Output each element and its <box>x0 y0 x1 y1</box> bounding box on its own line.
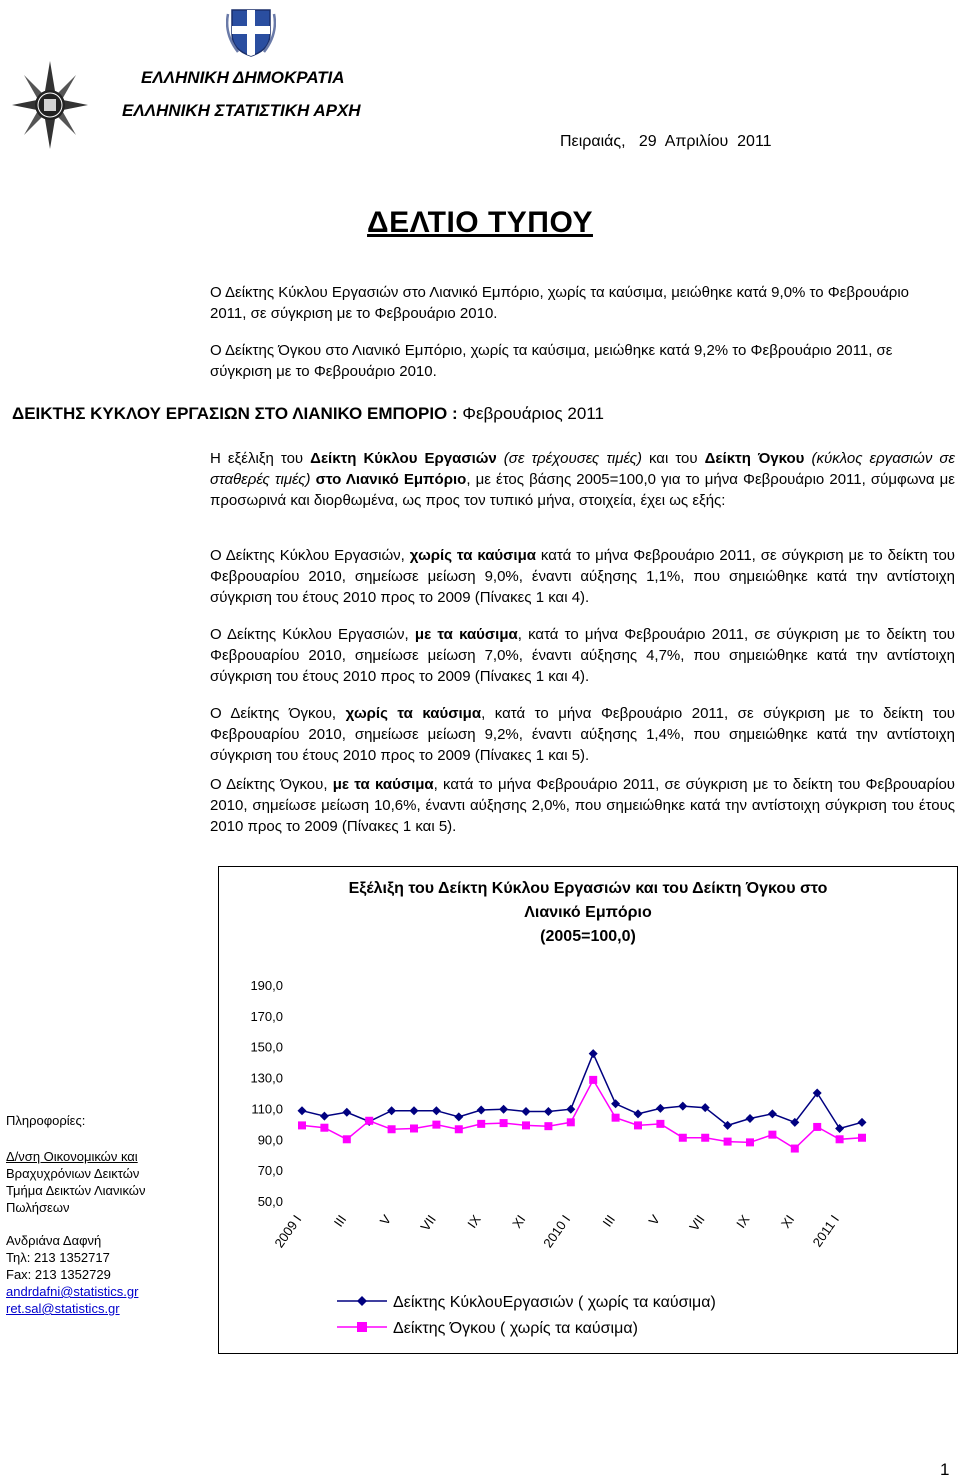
data-point-diamond <box>387 1106 396 1115</box>
data-point-square <box>724 1138 732 1146</box>
x-tick-label: IX <box>733 1212 753 1231</box>
x-tick-label: VII <box>417 1212 439 1234</box>
y-tick-label: 130,0 <box>250 1070 283 1086</box>
data-point-square <box>477 1120 485 1128</box>
y-tick-label: 170,0 <box>250 1008 283 1024</box>
data-point-diamond <box>589 1049 598 1058</box>
x-tick-label: 2009 I <box>271 1212 305 1251</box>
text-run: Ο Δείκτης Κύκλου Εργασιών, <box>210 626 415 643</box>
data-point-square <box>634 1121 642 1129</box>
x-tick-label: V <box>645 1212 663 1228</box>
data-point-diamond <box>342 1108 351 1117</box>
data-point-diamond <box>499 1105 508 1114</box>
press-date: Πειραιάς, 29 Απριλίου 2011 <box>560 133 772 150</box>
contact-sidebar <box>6 1112 174 1317</box>
data-point-square <box>388 1125 396 1133</box>
x-tick-label: VII <box>686 1212 708 1234</box>
department-line: Πωλήσεων <box>6 1200 70 1215</box>
text-run: Η εξέλιξη του <box>210 450 311 467</box>
x-tick-label: 2010 I <box>540 1212 574 1251</box>
section-heading-main: ΔΕΙΚΤΗΣ ΚΥΚΛΟΥ ΕΡΓΑΣΙΩΝ ΣΤΟ ΛΙΑΝΙΚΟ ΕΜΠΟΡΙΟ : <box>12 404 458 423</box>
data-point-diamond <box>858 1118 867 1127</box>
elstat-seal-icon <box>10 60 90 150</box>
text-run-bold: με τα καύσιμα <box>414 626 518 643</box>
data-point-diamond <box>544 1107 553 1116</box>
data-point-diamond <box>477 1105 486 1114</box>
text-run: και του <box>641 450 705 467</box>
y-tick-label: 110,0 <box>251 1101 283 1117</box>
text-run: Ο Δείκτης Κύκλου Εργασιών, <box>210 547 410 564</box>
data-point-diamond <box>522 1107 531 1116</box>
section-paragraph-5 <box>210 774 955 837</box>
data-point-square <box>522 1121 530 1129</box>
data-point-square <box>836 1135 844 1143</box>
data-point-square <box>365 1117 373 1125</box>
legend-label: Δείκτης ΚύκλουΕργασιών ( χωρίς τα καύσιμα) <box>393 1294 716 1311</box>
greek-emblem-icon <box>226 4 276 58</box>
y-tick-label: 90,0 <box>257 1132 283 1148</box>
data-point-square <box>679 1134 687 1142</box>
data-point-square <box>791 1145 799 1153</box>
email-link-2[interactable]: ret.sal@statistics.gr <box>6 1301 120 1316</box>
data-point-diamond <box>835 1124 844 1133</box>
data-point-diamond <box>432 1106 441 1115</box>
department-line: Τμήμα Δεικτών Λιανικών <box>6 1183 146 1198</box>
line-chart <box>219 867 957 1353</box>
contact-fax: Fax: 213 1352729 <box>6 1267 111 1282</box>
y-tick-label: 150,0 <box>250 1039 283 1055</box>
data-point-diamond <box>320 1112 329 1121</box>
x-tick-label: XI <box>509 1212 529 1231</box>
data-point-square <box>298 1121 306 1129</box>
chart-title-line: Εξέλιξη του Δείκτη Κύκλου Εργασιών και του Δείκτη Όγκου στο <box>348 880 828 897</box>
press-release-title: ΔΕΛΤΙΟ ΤΥΠΟΥ <box>367 206 593 239</box>
text-run: , με έτος βάσης 2005=100,0 για το μήνα Φεβρουάριο 2011, σύμφωνα με προσωρινά και διορθωμένα, ως προς τον τυπικό μήνα, στοιχεία, έχει ως εξής: <box>210 471 955 509</box>
data-point-square <box>343 1135 351 1143</box>
authority-heading: ΕΛΛΗΝΙΚΗ ΣΤΑΤΙΣΤΙΚΗ ΑΡΧΗ <box>122 101 361 120</box>
section-heading <box>12 404 604 424</box>
y-tick-label: 50,0 <box>257 1194 283 1209</box>
x-tick-label: 2011 I <box>809 1212 843 1250</box>
data-point-square <box>410 1124 418 1132</box>
x-tick-label: III <box>599 1212 619 1230</box>
section-paragraph-1 <box>210 448 955 511</box>
legend-marker-square <box>357 1322 367 1332</box>
x-tick-label: IX <box>464 1212 484 1231</box>
text-run-italic: (σε τρέχουσες τιμές) <box>496 450 642 467</box>
x-tick-label: III <box>330 1212 350 1230</box>
data-point-diamond <box>746 1114 755 1123</box>
x-tick-label: XI <box>777 1212 798 1231</box>
contact-phone: Τηλ: 213 1352717 <box>6 1250 110 1265</box>
text-run-bold: στο Λιανικό Εμπόριο <box>310 471 467 488</box>
data-point-square <box>858 1134 866 1142</box>
data-point-diamond <box>410 1106 419 1115</box>
data-point-square <box>455 1125 463 1133</box>
data-point-square <box>544 1122 552 1130</box>
data-point-diamond <box>298 1106 307 1115</box>
y-tick-label: 70,0 <box>257 1163 283 1179</box>
data-point-square <box>656 1120 664 1128</box>
intro-paragraph-1: Ο Δείκτης Κύκλου Εργασιών στο Λιανικό Εμπόριο, χωρίς τα καύσιμα, μειώθηκε κατά 9,0% το Φεβρουάριο 2011, σε σύγκριση με το Φεβρουάριο 2010. <box>210 284 910 322</box>
data-point-square <box>432 1121 440 1129</box>
section-heading-period: Φεβρουάριος 2011 <box>462 404 604 423</box>
section-paragraph-4 <box>210 703 955 766</box>
intro-paragraph-2: Ο Δείκτης Όγκου στο Λιανικό Εμπόριο, χωρίς τα καύσιμα, μειώθηκε κατά 9,2% το Φεβρουάριο 2011, σε σύγκριση με το Φεβρουάριο 2010. <box>210 342 893 380</box>
data-point-square <box>320 1124 328 1132</box>
data-point-square <box>500 1119 508 1127</box>
text-run-bold: Δείκτη Όγκου <box>704 450 805 467</box>
department-line: Δ/νση Οικονομικών και <box>6 1149 138 1164</box>
text-run-bold: με τα καύσιμα <box>332 776 434 793</box>
data-point-square <box>746 1138 754 1146</box>
section-paragraph-2 <box>210 545 955 608</box>
y-tick-label: 190,0 <box>250 978 283 993</box>
text-run: , κατά το μήνα Φεβρουάριο 2011, σε σύγκριση με το δείκτη του Φεβρουαρίου 2010, σημείωσε μείωση 10,6%, έναντι αύξησης 2,0%, που σημειώθηκε κατά την αντίστοιχη σύγκριση του έτους 2010 προς το 2009 (Πίνακες 1 και 5). <box>210 776 955 835</box>
data-point-square <box>701 1134 709 1142</box>
text-run: Ο Δείκτης Όγκου, <box>210 776 333 793</box>
data-point-diamond <box>454 1112 463 1121</box>
email-link-1[interactable]: andrdafni@statistics.gr <box>6 1284 139 1299</box>
contact-name: Ανδριάνα Δαφνή <box>6 1233 102 1248</box>
text-run-bold: Δείκτη Κύκλου Εργασιών <box>310 450 497 467</box>
data-point-diamond <box>656 1104 665 1113</box>
legend-label: Δείκτης Όγκου ( χωρίς τα καύσιμα) <box>393 1320 638 1337</box>
text-run: , κατά το μήνα Φεβρουάριο 2011, σε σύγκριση με το δείκτη του Φεβρουαρίου 2010, σημείωσε μείωση 7,0%, έναντι αύξησης 4,7%, που σημειώθηκε κατά την αντίστοιχη σύγκριση του έτους 2010 προς το 2009 (Πίνακες 1 και 4). <box>210 626 955 685</box>
chart-title-line: Λιανικό Εμπόριο <box>524 904 652 921</box>
republic-heading: ΕΛΛΗΝΙΚΗ ΔΗΜΟΚΡΑΤΙΑ <box>141 68 345 87</box>
data-point-square <box>589 1076 597 1084</box>
data-point-square <box>813 1123 821 1131</box>
chart-title-line: (2005=100,0) <box>540 928 636 945</box>
data-point-diamond <box>566 1105 575 1114</box>
chart-container <box>218 866 958 1354</box>
data-point-square <box>768 1131 776 1139</box>
department-line: Βραχυχρόνιων Δεικτών <box>6 1166 140 1181</box>
data-point-square <box>612 1114 620 1122</box>
data-point-diamond <box>634 1109 643 1118</box>
x-tick-label: V <box>376 1212 395 1228</box>
section-paragraph-3 <box>210 624 955 687</box>
text-run: κατά το μήνα Φεβρουάριο 2011, σε σύγκριση με το δείκτη του Φεβρουαρίου 2010, σημείωσε μείωση 9,0%, έναντι αύξησης 1,1%, που σημειώθηκε κατά την αντίστοιχη σύγκριση του έτους 2010 προς το 2009 (Πίνακες 1 και 4). <box>210 547 955 606</box>
series-line <box>302 1054 862 1129</box>
info-label: Πληροφορίες: <box>6 1113 86 1128</box>
text-run-bold: χωρίς τα καύσιμα <box>345 705 482 722</box>
data-point-diamond <box>678 1102 687 1111</box>
text-run-bold: χωρίς τα καύσιμα <box>409 547 536 564</box>
data-point-diamond <box>611 1099 620 1108</box>
legend-marker-diamond <box>357 1296 367 1306</box>
page-number: 1 <box>940 1460 950 1479</box>
text-run-italic: (κύκλος εργασιών σε σταθερές τιμές) <box>210 450 955 488</box>
text-run: Ο Δείκτης Όγκου, <box>210 705 346 722</box>
data-point-square <box>567 1118 575 1126</box>
text-run: , κατά το μήνα Φεβρουάριο 2011, σε σύγκριση με το δείκτη του Φεβρουαρίου 2010, σημείωσε μείωση 9,2%, έναντι αύξησης 1,4%, που σημειώθηκε κατά την αντίστοιχη σύγκριση του έτους 2010 προς το 2009 (Πίνακες 1 και 5). <box>210 705 955 764</box>
data-point-diamond <box>768 1109 777 1118</box>
